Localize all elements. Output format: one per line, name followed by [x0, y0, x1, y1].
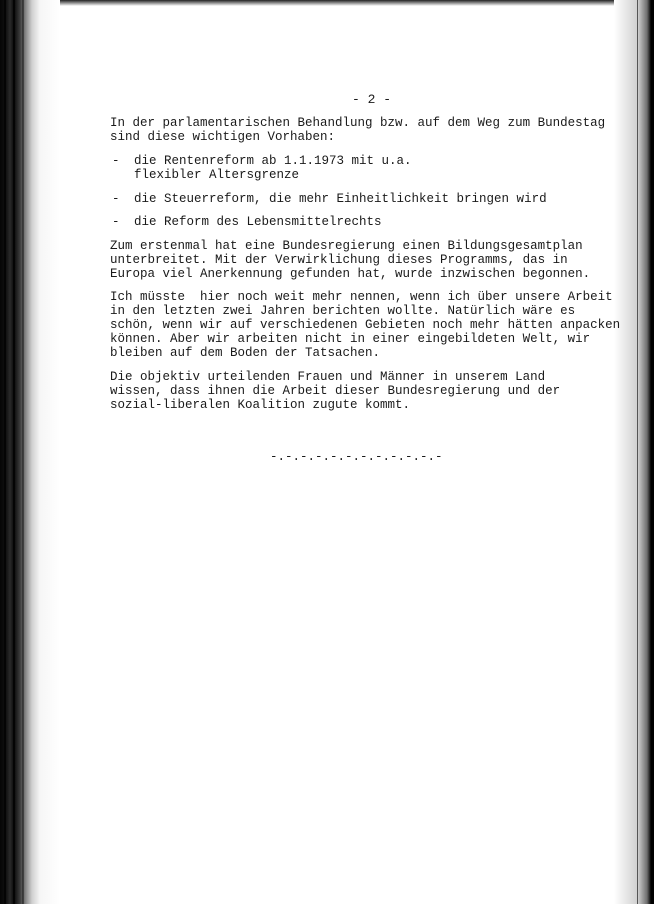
paragraph-line: in den letzten zwei Jahren berichten wollte. Natürlich wäre es — [110, 304, 576, 318]
bullet-dash: - — [112, 215, 120, 229]
scan-streak — [4, 0, 6, 904]
bullet-line: flexibler Altersgrenze — [134, 168, 300, 182]
paragraph-line: wissen, dass ihnen die Arbeit dieser Bundesregierung und der — [110, 384, 561, 398]
paragraph-line: Die objektiv urteilenden Frauen und Männer in unserem Land — [110, 370, 546, 384]
scan-left-edge — [0, 0, 60, 904]
paragraph-line: Ich müsste hier noch weit mehr nennen, wenn ich über unsere Arbeit — [110, 290, 613, 304]
bullet-line: die Rentenreform ab 1.1.1973 mit u.a. — [134, 154, 412, 168]
page-number: - 2 - — [352, 92, 392, 107]
bullet-line: die Steuerreform, die mehr Einheitlichkeit bringen wird — [134, 192, 547, 206]
scan-streak — [22, 0, 24, 904]
scan-edge-line — [637, 0, 638, 904]
scan-streak — [13, 0, 15, 904]
paragraph-line: Zum erstenmal hat eine Bundesregierung einen Bildungsgesamtplan — [110, 239, 583, 253]
end-separator: -.-.-.-.-.-.-.-.-.-.-.- — [270, 450, 443, 464]
intro-line: In der parlamentarischen Behandlung bzw. auf dem Weg zum Bundestag — [110, 116, 606, 130]
bullet-dash: - — [112, 154, 120, 168]
paragraph-line: bleiben auf dem Boden der Tatsachen. — [110, 346, 381, 360]
bullet-dash: - — [112, 192, 120, 206]
paragraph-line: Europa viel Anerkennung gefunden hat, wurde inzwischen begonnen. — [110, 267, 591, 281]
bullet-line: die Reform des Lebensmittelrechts — [134, 215, 382, 229]
paragraph-line: sozial-liberalen Koalition zugute kommt. — [110, 398, 411, 412]
scan-right-edge — [614, 0, 654, 904]
scan-top-edge — [0, 0, 654, 6]
paragraph-line: schön, wenn wir auf verschiedenen Gebieten noch mehr hätten anpacken — [110, 318, 621, 332]
intro-line: sind diese wichtigen Vorhaben: — [110, 130, 336, 144]
paragraph-line: unterbreitet. Mit der Verwirklichung dieses Programms, das in — [110, 253, 568, 267]
paragraph-line: können. Aber wir arbeiten nicht in einer eingebildeten Welt, wir — [110, 332, 591, 346]
